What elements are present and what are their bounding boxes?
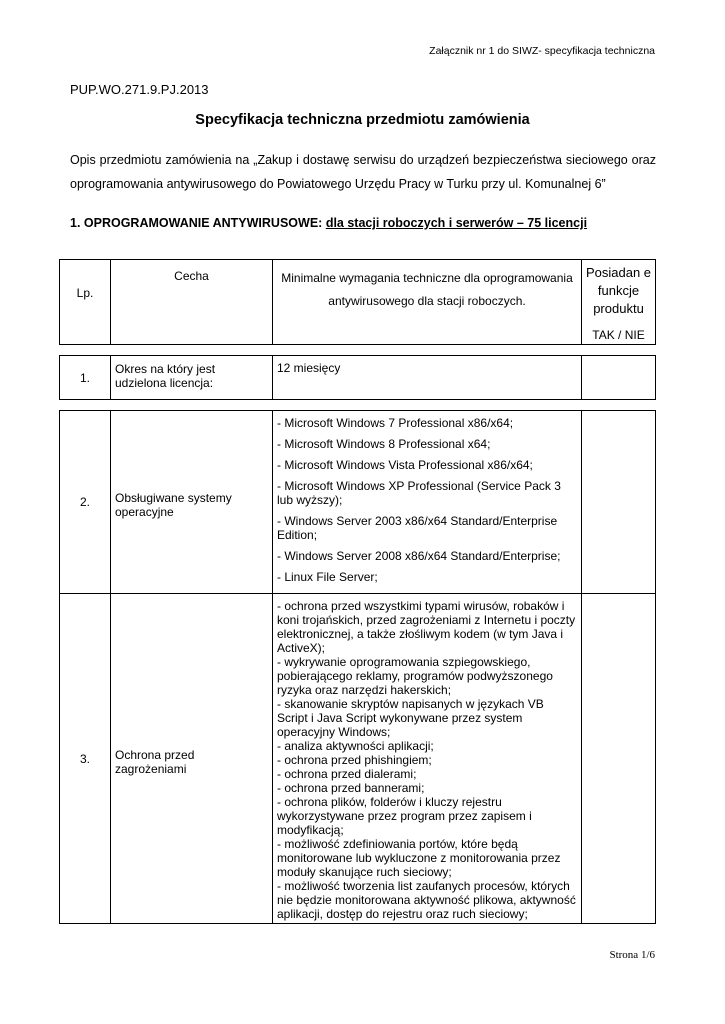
row-number: 1. (60, 356, 111, 400)
requirement-item: - Microsoft Windows 7 Professional x86/x64; (277, 416, 514, 430)
description-line-2: oprogramowania antywirusowego do Powiatowego Urzędu Pracy w Turku przy ul. Komunalnej 6” (70, 177, 606, 191)
row-yes-no-cell (582, 356, 656, 400)
table-row (60, 356, 656, 400)
header-lp (60, 260, 111, 345)
requirement-item: 12 miesięcy (277, 361, 341, 375)
row-feature: Obsługiwane systemy operacyjne (111, 411, 273, 594)
requirement-item: - Windows Server 2003 x86/x64 Standard/Enterprise Edition; (277, 514, 558, 542)
table-header-row (60, 260, 656, 345)
header-lp-label: Lp. (76, 286, 94, 300)
document-title: Specyfikacja techniczna przedmiotu zamówienia (195, 112, 530, 128)
requirement-item: - wykrywanie oprogramowania szpiegowskiego, pobierającego reklamy, programów podwyższonego ryzyka oraz narzędzi hakerskich; (277, 655, 553, 697)
attachment-header: Załącznik nr 1 do SIWZ- specyfikacja techniczna (429, 45, 655, 57)
table-gap-row (60, 400, 656, 411)
row-yes-no-cell (582, 411, 656, 594)
row-yes-no-cell (582, 594, 656, 924)
header-min-requirements: Minimalne wymagania techniczne dla oprogramowania antywirusowego dla stacji roboczych. (273, 260, 582, 345)
requirement-item: - skanowanie skryptów napisanych w językach VB Script i Java Script wykonywane przez system operacyjny Windows; (277, 697, 544, 739)
section-heading-prefix: 1. OPROGRAMOWANIE ANTYWIRUSOWE: (70, 216, 323, 230)
row-feature: Okres na który jest udzielona licencja: (111, 356, 273, 400)
table-row (60, 594, 656, 924)
row-number: 2. (60, 411, 111, 594)
row-number: 3. (60, 594, 111, 924)
requirement-item: - Linux File Server; (277, 570, 378, 584)
requirement-item: - Microsoft Windows Vista Professional x86/x64; (277, 458, 533, 472)
requirement-item: - Microsoft Windows 8 Professional x64; (277, 437, 491, 451)
order-description (70, 148, 656, 196)
requirement-item: - możliwość zdefiniowania portów, które będą monitorowane lub wykluczone z monitorowania przez moduły skanujące ruch sieciowy; (277, 837, 561, 879)
requirement-item: - analiza aktywności aplikacji; (277, 739, 434, 753)
requirement-item: - ochrona przed bannerami; (277, 781, 425, 795)
section-heading (70, 216, 587, 230)
document-number: PUP.WO.271.9.PJ.2013 (70, 82, 209, 97)
header-cecha: Cecha (111, 260, 273, 345)
requirement-item: - Windows Server 2008 x86/x64 Standard/Enterprise; (277, 549, 561, 563)
page-number: Strona 1/6 (609, 949, 655, 961)
header-yes-no: TAK / NIE (592, 328, 645, 342)
requirement-item: - ochrona plików, folderów i kluczy rejestru wykorzystywane przez program przez zapisem i modyfikacją; (277, 795, 532, 837)
requirement-item: - ochrona przed dialerami; (277, 767, 417, 781)
requirement-item: - ochrona przed phishingiem; (277, 753, 432, 767)
requirement-item: - Microsoft Windows XP Professional (Service Pack 3 lub wyższy); (277, 479, 561, 507)
header-product-functions-label: Posiadan e funkcje produktu (585, 265, 652, 316)
requirement-item: - ochrona przed wszystkimi typami wirusów, robaków i koni trojańskich, przed zagrożeniami z Internetu i poczty elektronicznej, a także złośliwym kodem (w tym Java i ActiveX); (277, 599, 576, 655)
description-line-1: Opis przedmiotu zamówienia na „Zakup i dostawę serwisu do urządzeń bezpieczeństwa sieciowego oraz (70, 153, 656, 167)
row-feature: Ochrona przed zagrożeniami (111, 594, 273, 924)
row-requirements (273, 411, 582, 594)
table-gap-row (60, 345, 656, 356)
header-product-functions (582, 260, 656, 345)
row-requirements (273, 594, 582, 924)
row-requirements (273, 356, 582, 400)
table-row (60, 411, 656, 594)
specification-table (59, 259, 656, 924)
section-heading-suffix: dla stacji roboczych i serwerów – 75 licencji (325, 216, 588, 230)
requirement-item: - możliwość tworzenia list zaufanych procesów, których nie będzie monitorowana aktywność plikowa, aktywność aplikacji, dostęp do rejestru oraz ruch sieciowy; (277, 879, 576, 921)
